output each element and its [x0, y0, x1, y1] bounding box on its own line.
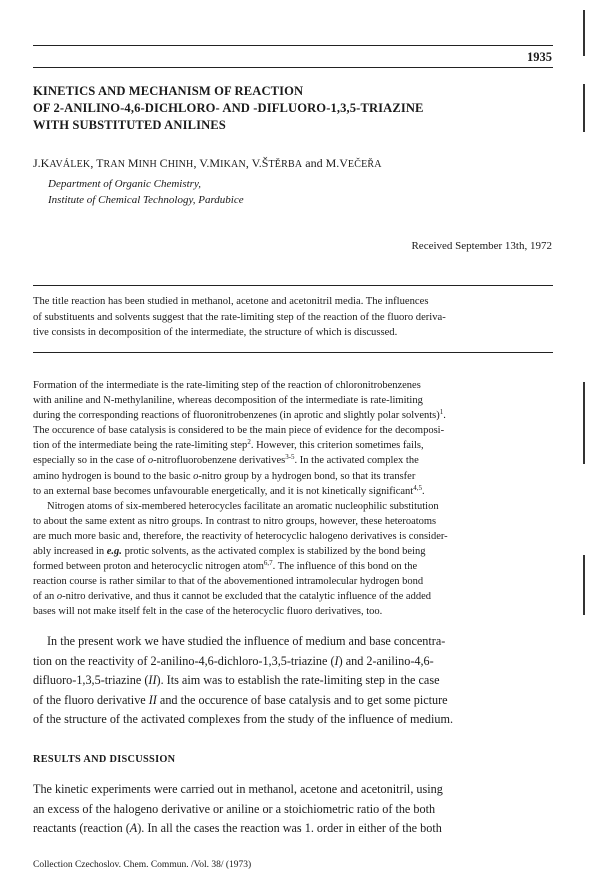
- citation: 6,7: [263, 559, 273, 568]
- author-sep: ,: [193, 156, 200, 170]
- abstract-rule-top: [33, 285, 553, 286]
- author-initial: C: [159, 156, 168, 170]
- intro-line: to about the same extent as nitro groups. In contrast to nitro groups, however, these heteroatoms: [33, 515, 437, 527]
- body-line: tion on the reactivity of 2-anilino-4,6-dichloro-1,3,5-triazine (I) and 2-anilino-4,6-: [33, 653, 434, 668]
- journal-footer: Collection Czechoslov. Chem. Commun. /Vol. 38/ (1973): [33, 860, 252, 870]
- received-date: Received September 13th, 1972: [411, 240, 552, 252]
- section-heading: RESULTS AND DISCUSSION: [33, 754, 176, 765]
- author-initial: M: [127, 156, 139, 170]
- intro-line: tion of the intermediate being the rate-limiting step$^2$. However, this criterion sometimes fails,: [33, 438, 424, 452]
- citation: 4,5: [413, 483, 422, 492]
- intro-line: during the corresponding reactions of fluoronitrobenzenes (in aprotic and slightly polar solvents)$^1$.: [33, 408, 446, 422]
- intro-line: formed between proton and heterocyclic nitrogen atom$^{6,7}$. The influence of this bond on the: [33, 559, 418, 573]
- body-line: of the fluoro derivative II and the occurence of base catalysis and to get some picture: [33, 692, 448, 707]
- abstract-line: tive consists in decomposition of the intermediate, the structure of which is discussed.: [33, 327, 398, 338]
- intro-line: The occurence of base catalysis is considered to be the main piece of evidence for the decomposi-: [33, 425, 445, 437]
- body-line: an excess of the halogeno derivative or aniline or a stoichiometric ratio of the both: [33, 801, 436, 816]
- intro-line: of an o-nitro derivative, and thus it cannot be excluded that the catalytic influence of the added: [33, 591, 431, 603]
- intro-line: especially so in the case of o-nitrofluorobenzene derivatives$^{3-5}$. In the activated complex the: [33, 453, 419, 467]
- citation: 1: [439, 408, 444, 417]
- author-sep: ,: [245, 156, 252, 170]
- intro-line: Formation of the intermediate is the rate-limiting step of the reaction of chloronitrobenzenes: [33, 380, 421, 391]
- citation: 3-5: [285, 453, 295, 462]
- header-rule: [33, 45, 553, 46]
- intro-line: to an external base becomes unfavourable energetically, and it is not kinetically significant$^{4,5}$.: [33, 483, 425, 497]
- author-initial: J.K: [33, 156, 50, 170]
- intro-line: ably increased in e.g. protic solvents, as the activated complex is stabilized by the bond being: [33, 546, 426, 558]
- abstract-rule-bottom: [33, 352, 553, 353]
- author-initial: T: [96, 156, 104, 170]
- author-list: [33, 156, 382, 171]
- author-smallcaps: AVÁLEK: [49, 159, 91, 170]
- affiliation-line: Institute of Chemical Technology, Pardubice: [48, 194, 244, 206]
- author-initial: V.Š: [251, 156, 269, 170]
- margin-bar: [583, 84, 585, 132]
- body-line: difluoro-1,3,5-triazine (II). Its aim was to establish the rate-limiting step in the case: [33, 673, 440, 687]
- affiliation: [48, 176, 244, 208]
- affiliation-line: Department of Organic Chemistry,: [48, 178, 201, 190]
- title-line: OF 2-ANILINO-4,6-DICHLORO- AND -DIFLUORO-1,3,5-TRIAZINE: [33, 101, 424, 115]
- introduction: [33, 378, 553, 620]
- author-smallcaps: INH: [138, 159, 160, 170]
- body-line: The kinetic experiments were carried out in methanol, acetone and acetonitril, using: [33, 782, 443, 796]
- results-paragraph: [33, 780, 553, 839]
- author-and: and: [302, 156, 326, 170]
- article-title: [33, 83, 553, 134]
- intro-line: Nitrogen atoms of six-membered heterocycles facilitate an aromatic nucleophilic substitution: [47, 500, 439, 512]
- body-line: reactants (reaction (A). In all the cases the reaction was 1. order in either of the both: [33, 821, 442, 835]
- aim-paragraph: [33, 632, 553, 730]
- author-smallcaps: TĚRBA: [268, 159, 303, 170]
- intro-line: amino hydrogen is bound to the basic o-nitro group by a hydrogen bond, so that its transfer: [33, 470, 416, 482]
- author-initial: M.V: [325, 156, 348, 170]
- body-line: In the present work we have studied the influence of medium and base concentra-: [47, 634, 446, 648]
- author-smallcaps: EČEŘA: [347, 159, 382, 170]
- margin-bar: [583, 10, 585, 56]
- intro-line: bases will not make itself felt in the case of the heterocyclic fluoro derivatives, too.: [33, 606, 383, 618]
- author-sep: ,: [90, 156, 97, 170]
- title-line: WITH SUBSTITUTED ANILINES: [33, 118, 226, 132]
- title-line: KINETICS AND MECHANISM OF REACTION: [33, 84, 304, 98]
- abstract-line: The title reaction has been studied in methanol, acetone and acetonitril media. The influences: [33, 296, 429, 307]
- body-line: of the structure of the activated complexes from the study of the influence of medium.: [33, 712, 453, 726]
- author-smallcaps: HINH: [167, 159, 194, 170]
- citation: 2: [247, 438, 251, 447]
- author-smallcaps: IKAN: [220, 159, 246, 170]
- header-rule-bottom: [33, 67, 553, 68]
- margin-bar: [583, 382, 585, 464]
- abstract-line: of substituents and solvents suggest that the rate-limiting step of the reaction of the fluoro deriva-: [33, 311, 446, 323]
- intro-line: are much more basic and, therefore, the reactivity of heterocyclic halogeno derivatives is consider-: [33, 530, 448, 542]
- author-initial: V.M: [199, 156, 221, 170]
- abstract: [33, 294, 552, 341]
- intro-line: with aniline and N-methylaniline, whereas decomposition of the intermediate is rate-limiting: [33, 395, 423, 407]
- page-number: 1935: [527, 50, 552, 64]
- intro-line: reaction course is rather similar to that of the abovementioned intramolecular hydrogen bond: [33, 576, 424, 588]
- margin-bar: [583, 555, 585, 615]
- author-smallcaps: RAN: [103, 159, 128, 170]
